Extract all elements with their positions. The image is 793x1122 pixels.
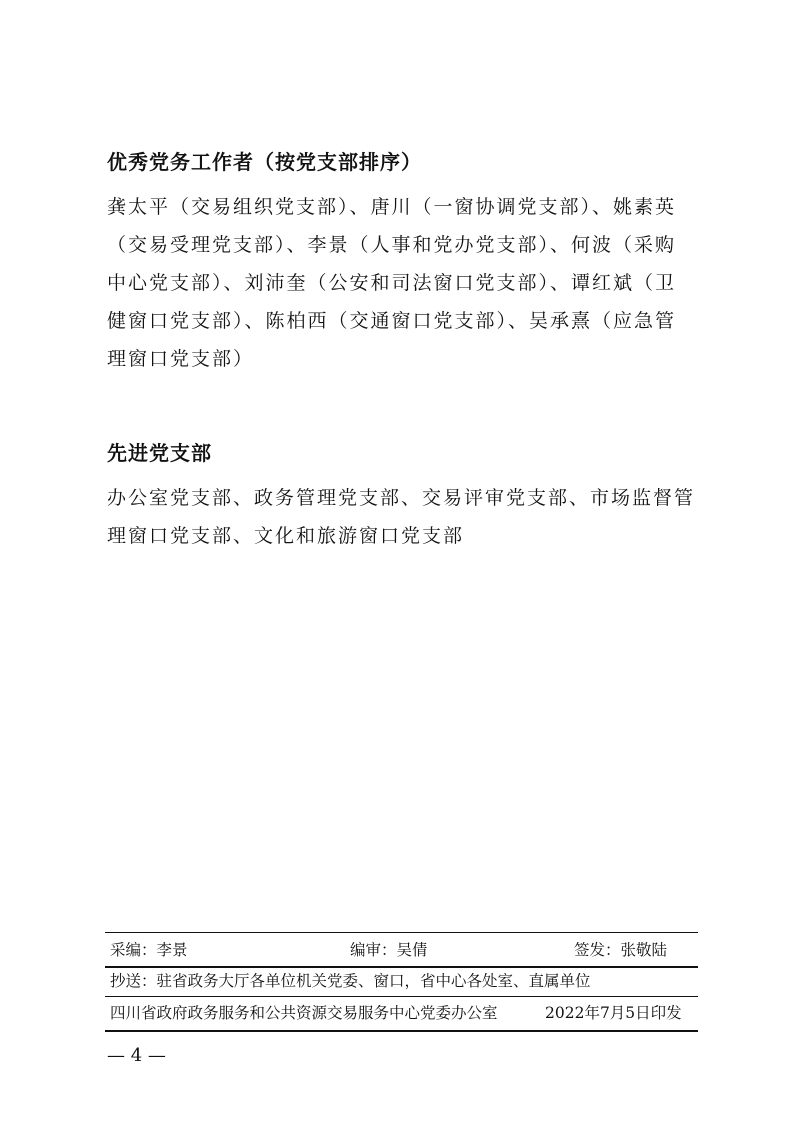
footer-rule-3 (105, 996, 698, 997)
footer-cc: 抄送：驻省政务大厅各单位机关党委、窗口，省中心各处室、直属单位 (110, 972, 591, 990)
excellent-workers-line-5: 理窗口党支部） (107, 348, 255, 370)
section-heading-excellent-workers: 优秀党务工作者（按党支部排序） (107, 150, 422, 174)
footer-rule-2 (105, 966, 698, 968)
footer-issuer: 签发：张敬陆 (574, 941, 668, 959)
footer-editor: 采编：李景 (110, 941, 188, 959)
page-number: — 4 — (107, 1045, 166, 1066)
footer-office: 四川省政府政务服务和公共资源交易服务中心党委办公室 (110, 1004, 498, 1022)
section-heading-advanced-branches: 先进党支部 (107, 441, 212, 465)
advanced-branches-line-2: 理窗口党支部、文化和旅游窗口党支部 (107, 525, 465, 547)
advanced-branches-line-1: 办公室党支部、政务管理党支部、交易评审党支部、市场监督管 (107, 487, 696, 509)
excellent-workers-line-2: （交易受理党支部）、李景（人事和党办党支部）、何波（采购 (107, 234, 677, 256)
footer-reviewer: 编审：吴倩 (350, 941, 428, 959)
footer-print-date: 2022年7月5日印发 (545, 1004, 682, 1022)
footer-bottom-rule (105, 1030, 698, 1032)
footer-top-rule (105, 932, 698, 933)
excellent-workers-line-4: 健窗口党支部）、陈柏西（交通窗口党支部）、吴承熹（应急管 (107, 310, 677, 332)
excellent-workers-line-1: 龚太平（交易组织党支部）、唐川（一窗协调党支部）、姚素英 (107, 196, 677, 218)
excellent-workers-line-3: 中心党支部）、刘沛奎（公安和司法窗口党支部）、谭红斌（卫 (107, 272, 677, 294)
